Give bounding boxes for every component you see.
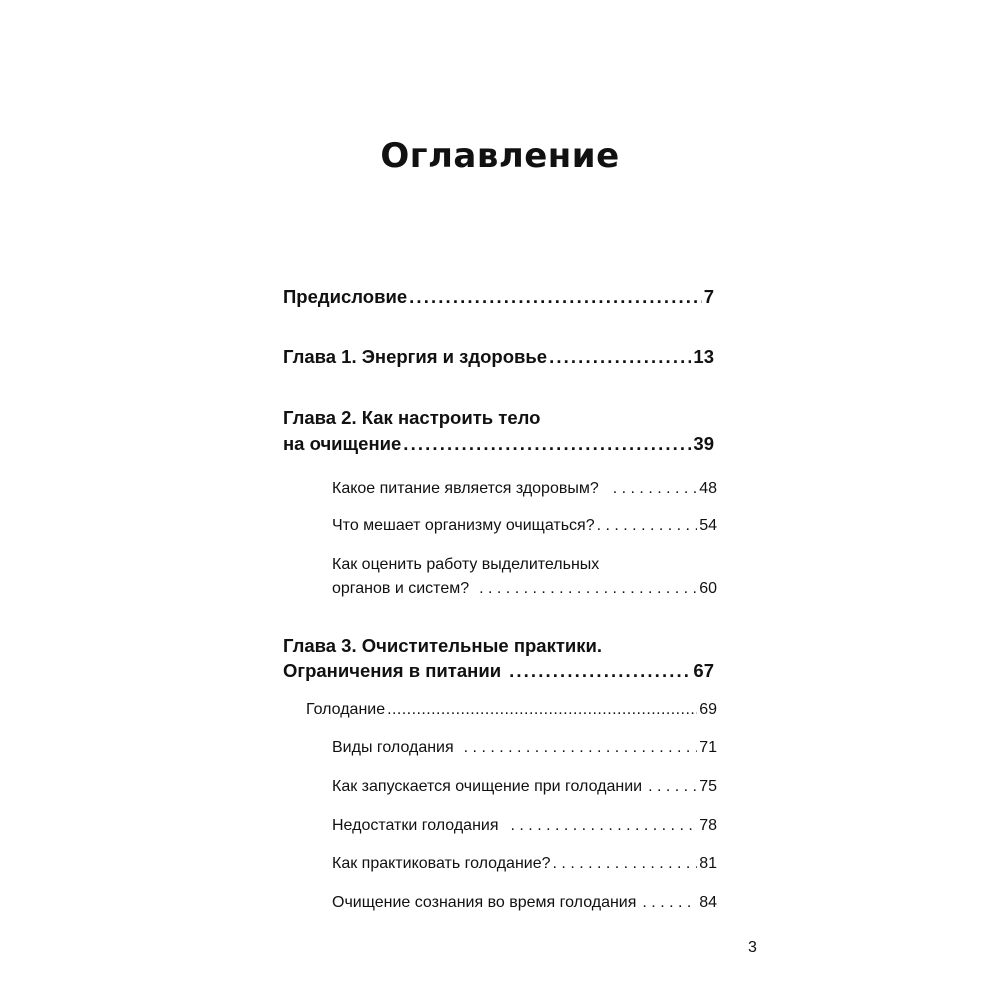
toc-entry-title: Глава 1. Энергия и здоровье (283, 346, 548, 367)
toc-entry-section[interactable] (332, 814, 717, 838)
toc-entry-chapter-2[interactable] (283, 431, 714, 457)
dot-leader (403, 431, 691, 457)
toc-entry-chapter-1[interactable] (283, 344, 714, 370)
toc-page-number: 48 (699, 480, 717, 497)
toc-entry-chapter-2-line1[interactable]: Глава 2. Как настроить тело (283, 407, 541, 428)
toc-entry-section-line1[interactable]: Как оценить работу выделительных (332, 556, 600, 573)
dot-leader (511, 814, 698, 838)
toc-entry-subchapter-fasting[interactable] (306, 698, 717, 722)
toc-page-number: 54 (699, 517, 717, 534)
toc-page-number: 75 (699, 778, 717, 795)
toc-entry-chapter-3[interactable] (283, 658, 714, 684)
toc-page-number: 67 (693, 660, 714, 681)
dot-leader (509, 658, 691, 684)
toc-page-number: 78 (699, 817, 717, 834)
dot-leader (409, 284, 702, 310)
toc-entry-title: Голодание (306, 701, 386, 718)
toc-page-number: 71 (699, 739, 717, 756)
dot-leader (464, 736, 698, 760)
toc-page-number: 81 (699, 855, 717, 872)
page-number: 3 (748, 939, 757, 956)
dot-leader (613, 477, 697, 501)
dot-leader (648, 775, 697, 799)
toc-page-number: 69 (699, 701, 717, 718)
toc-page-number: 13 (693, 346, 714, 367)
toc-entry-title: Что мешает организму очищаться? (332, 517, 595, 534)
toc-entry-title: Недостатки голодания (332, 817, 499, 834)
dot-leader (549, 344, 691, 370)
toc-entry-title: Как практиковать голодание? (332, 855, 551, 872)
toc-page-number: 7 (703, 286, 714, 307)
toc-entry-title: Виды голодания (332, 739, 454, 756)
toc-entry-title: органов и систем? (332, 580, 470, 597)
toc-entry-section[interactable] (332, 852, 717, 876)
toc-page-number: 60 (699, 580, 717, 597)
toc-page-number: 39 (693, 433, 714, 454)
toc-entry-section[interactable] (332, 514, 717, 538)
dot-leader (479, 577, 697, 601)
toc-entry-title: на очищение (283, 433, 402, 454)
toc-entry-title: Предисловие (283, 286, 408, 307)
dot-leader (597, 514, 698, 538)
dot-leader (642, 891, 697, 915)
toc-entry-section[interactable] (332, 775, 717, 799)
dot-leader (387, 698, 697, 722)
toc-entry-section[interactable] (332, 577, 717, 601)
toc-entry-chapter-3-line1[interactable]: Глава 3. Очистительные практики. (283, 635, 603, 656)
dot-leader (553, 852, 698, 876)
toc-entry-title: Как запускается очищение при голодании (332, 778, 643, 795)
toc-entry-section[interactable] (332, 477, 717, 501)
toc-page-number: 84 (699, 894, 717, 911)
toc-entry-section[interactable] (332, 891, 717, 915)
toc-entry-preface[interactable] (283, 284, 714, 310)
page-title: Оглавление (380, 136, 620, 176)
toc-entry-section[interactable] (332, 736, 717, 760)
toc-entry-title: Какое питание является здоровым? (332, 480, 599, 497)
toc-entry-title: Очищение сознания во время голодания (332, 894, 637, 911)
toc-entry-title: Ограничения в питании (283, 660, 502, 681)
